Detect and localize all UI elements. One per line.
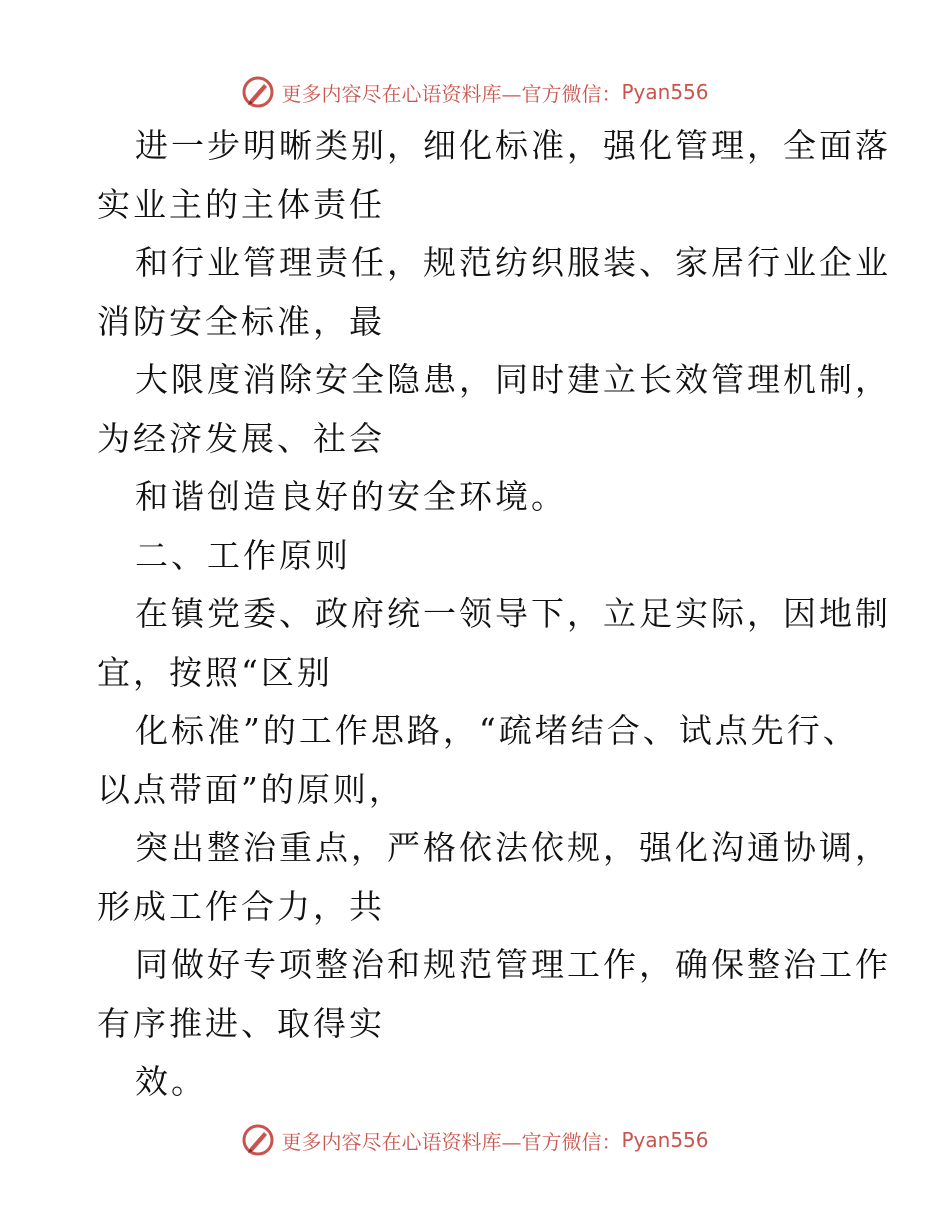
footer-watermark-banner xyxy=(0,1118,950,1162)
paragraph-line: 大限度消除安全隐患，同时建立长效管理机制， xyxy=(135,360,891,399)
paragraph-line: 消防安全标准，最 xyxy=(97,301,385,341)
pen-logo-icon xyxy=(241,1123,275,1157)
paragraph xyxy=(97,117,891,234)
paragraph xyxy=(97,819,891,936)
paragraph-line: 效。 xyxy=(135,1062,207,1101)
banner-wechat-id: Pyan556 xyxy=(621,1128,709,1152)
paragraph-line: 形成工作合力，共 xyxy=(97,886,385,926)
paragraph-line: 进一步明晰类别，细化标准，强化管理，全面落 xyxy=(135,126,891,165)
paragraph-line: 宜，按照“区别 xyxy=(97,652,333,692)
paragraph xyxy=(97,585,891,702)
banner-text: 更多内容尽在心语资料库—官方微信： xyxy=(281,81,622,106)
banner-wechat-id: Pyan556 xyxy=(621,80,709,104)
document-body xyxy=(97,117,891,1112)
paragraph-line: 实业主的主体责任 xyxy=(97,184,385,224)
paragraph xyxy=(97,702,877,819)
section-heading-text: 二、工作原则 xyxy=(135,535,351,575)
banner-text: 更多内容尽在心语资料库—官方微信： xyxy=(281,1129,622,1154)
section-heading xyxy=(97,527,877,586)
pen-logo-icon xyxy=(241,75,275,109)
paragraph-line: 有序推进、取得实 xyxy=(97,1003,385,1043)
paragraph-line: 突出整治重点，严格依法依规，强化沟通协调， xyxy=(135,828,891,867)
paragraph xyxy=(97,1053,877,1112)
paragraph-line: 同做好专项整治和规范管理工作，确保整治工作 xyxy=(135,945,891,984)
paragraph-line: 为经济发展、社会 xyxy=(97,418,385,458)
paragraph-line: 在镇党委、政府统一领导下，立足实际，因地制 xyxy=(135,594,891,633)
paragraph xyxy=(97,936,891,1053)
paragraph xyxy=(97,468,877,527)
paragraph-line: 和行业管理责任，规范纺织服装、家居行业企业 xyxy=(135,243,891,282)
paragraph xyxy=(97,234,891,351)
header-watermark-banner xyxy=(0,70,950,114)
paragraph-line: 以点带面”的原则， xyxy=(97,769,405,809)
paragraph-line: 化标准”的工作思路，“疏堵结合、试点先行、 xyxy=(135,711,859,750)
paragraph-line: 和谐创造良好的安全环境。 xyxy=(135,477,567,516)
paragraph xyxy=(97,351,891,468)
